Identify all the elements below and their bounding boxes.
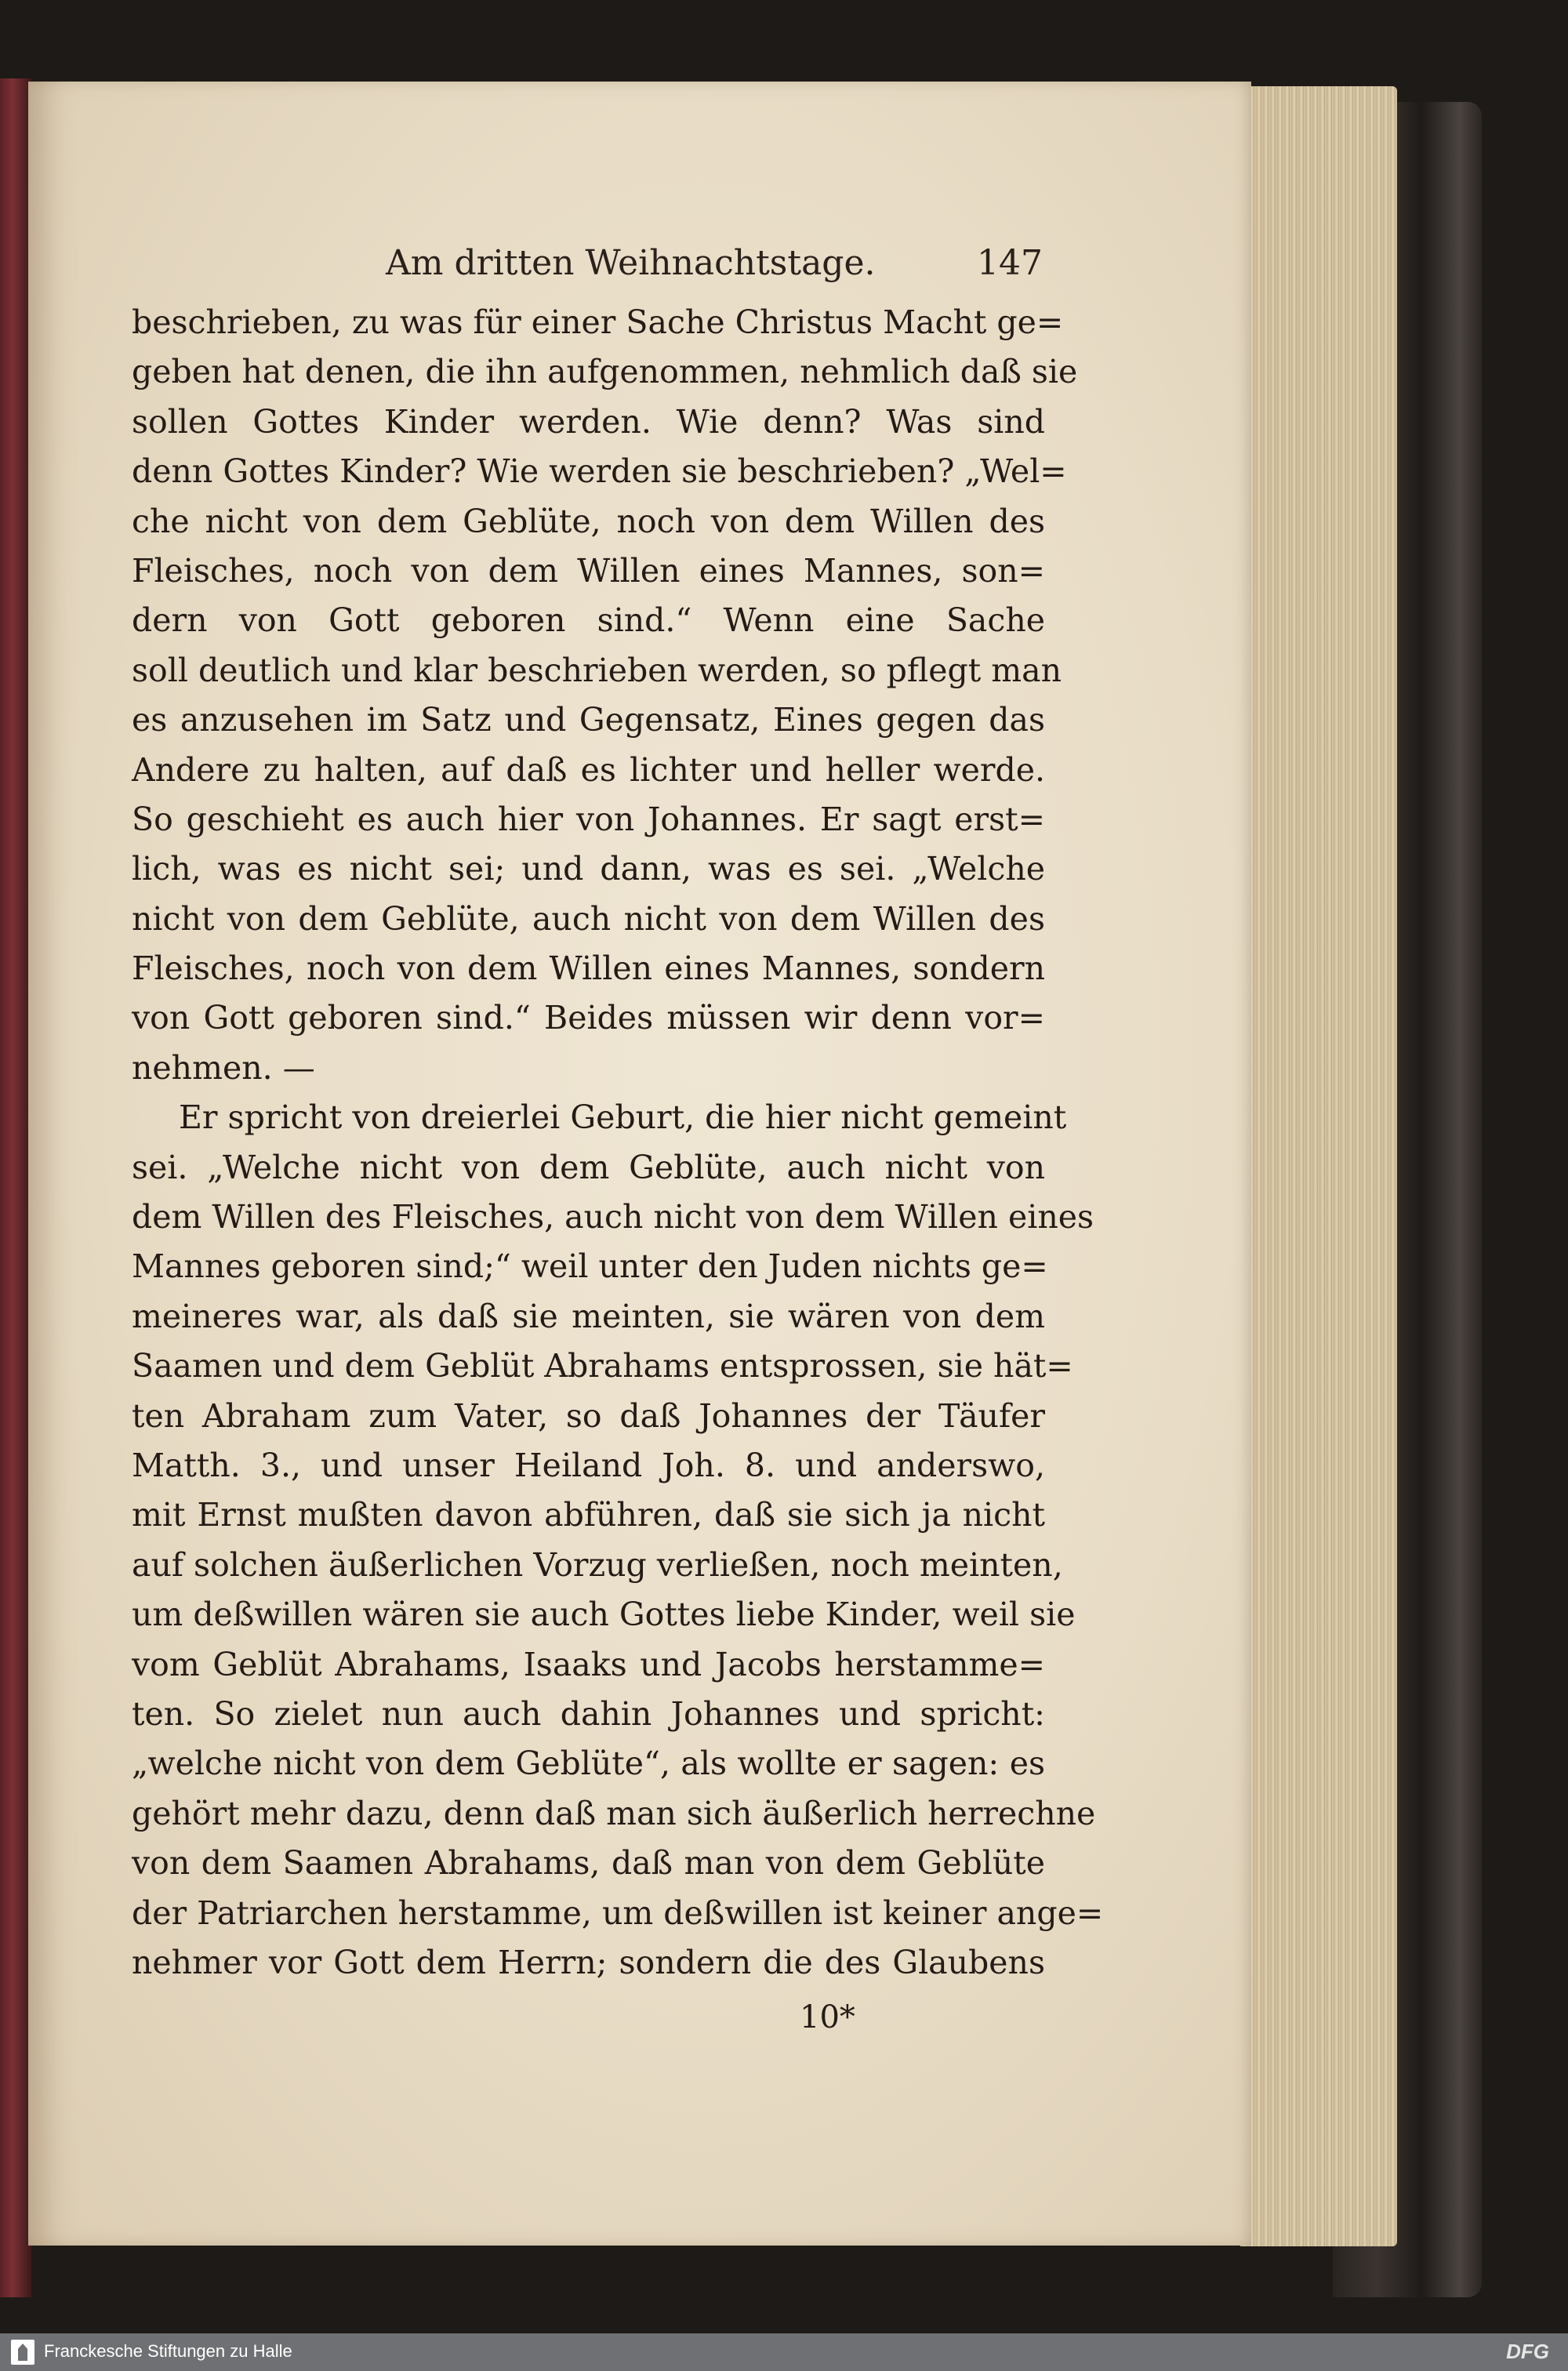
text-line: nicht von dem Geblüte, auch nicht von dem Willen des <box>132 899 1045 938</box>
text-line: nehmer vor Gott dem Herrn; sondern die des Glaubens <box>132 1943 1045 1981</box>
text-line: lich, was es nicht sei; und dann, was es sei. „Welche <box>132 850 1045 888</box>
body-text <box>132 298 1104 1988</box>
footer-institution: Franckesche Stiftungen zu Halle <box>44 2341 292 2361</box>
text-line: Matth. 3., und unser Heiland Joh. 8. und anderswo, <box>132 1446 1045 1484</box>
text-line: „welche nicht von dem Geblüte“, als wollte er sagen: es <box>132 1745 1045 1783</box>
text-line: dern von Gott geboren sind.“ Wenn eine Sache <box>132 601 1045 640</box>
text-line: Fleisches, noch von dem Willen eines Mannes, son= <box>132 551 1045 590</box>
page-fore-edge <box>1240 86 1397 2246</box>
text-line: Saamen und dem Geblüt Abrahams entsprossen, sie hät= <box>132 1347 1073 1385</box>
text-line: von dem Saamen Abrahams, daß man von dem Geblüte <box>132 1844 1045 1883</box>
text-line: mit Ernst mußten davon abführen, daß sie sich ja nicht <box>132 1496 1045 1534</box>
text-line: che nicht von dem Geblüte, noch von dem Willen des <box>132 502 1045 540</box>
text-line: um deßwillen wären sie auch Gottes liebe Kinder, weil sie <box>132 1596 1076 1634</box>
left-book-edge <box>0 78 31 2297</box>
text-line: So geschieht es auch hier von Johannes. Er sagt erst= <box>132 800 1045 838</box>
text-line: dem Willen des Fleisches, auch nicht von dem Willen eines <box>132 1198 1094 1236</box>
text-line: vom Geblüt Abrahams, Isaaks und Jacobs herstamme= <box>132 1645 1045 1683</box>
text-line: Er spricht von dreierlei Geburt, die hier nicht gemeint <box>179 1098 1067 1137</box>
text-line: meineres war, als daß sie meinten, sie wären von dem <box>132 1297 1045 1335</box>
text-line: gehört mehr dazu, denn daß man sich äußerlich herrechne <box>132 1794 1096 1832</box>
text-line: ten Abraham zum Vater, so daß Johannes der Täufer <box>132 1396 1045 1435</box>
text-line: der Patriarchen herstamme, um deßwillen ist keiner ange= <box>132 1894 1104 1932</box>
signature-mark: 10* <box>800 1999 855 2035</box>
text-line: soll deutlich und klar beschrieben werden, so pflegt man <box>132 651 1062 689</box>
text-line: auf solchen äußerlichen Vorzug verließen, noch meinten, <box>132 1545 1063 1584</box>
text-line: Andere zu halten, auf daß es lichter und heller werde. <box>132 750 1045 789</box>
dfg-logo: DFG <box>1506 2340 1549 2363</box>
text-line: denn Gottes Kinder? Wie werden sie beschrieben? „Wel= <box>132 452 1067 491</box>
text-line: Mannes geboren sind;“ weil unter den Juden nichts ge= <box>132 1247 1048 1286</box>
text-line: von Gott geboren sind.“ Beides müssen wir denn vor= <box>132 999 1045 1037</box>
running-title: Am dritten Weihnachtstage. <box>386 243 876 283</box>
text-line: geben hat denen, die ihn aufgenommen, nehmlich daß sie <box>132 353 1078 391</box>
text-line: es anzusehen im Satz und Gegensatz, Eines gegen das <box>132 701 1045 739</box>
footer-bar <box>0 2333 1568 2371</box>
text-line: Fleisches, noch von dem Willen eines Mannes, sondern <box>132 949 1045 988</box>
page-number: 147 <box>977 243 1043 283</box>
institution-logo-icon <box>11 2340 34 2365</box>
text-line: sei. „Welche nicht von dem Geblüte, auch nicht von <box>132 1148 1045 1186</box>
text-line: ten. So zielet nun auch dahin Johannes und spricht: <box>132 1694 1045 1733</box>
text-line: beschrieben, zu was für einer Sache Christus Macht ge= <box>132 303 1064 341</box>
running-head <box>133 243 1043 290</box>
text-line: nehmen. — <box>132 1048 315 1087</box>
text-line: sollen Gottes Kinder werden. Wie denn? Was sind <box>132 402 1045 441</box>
